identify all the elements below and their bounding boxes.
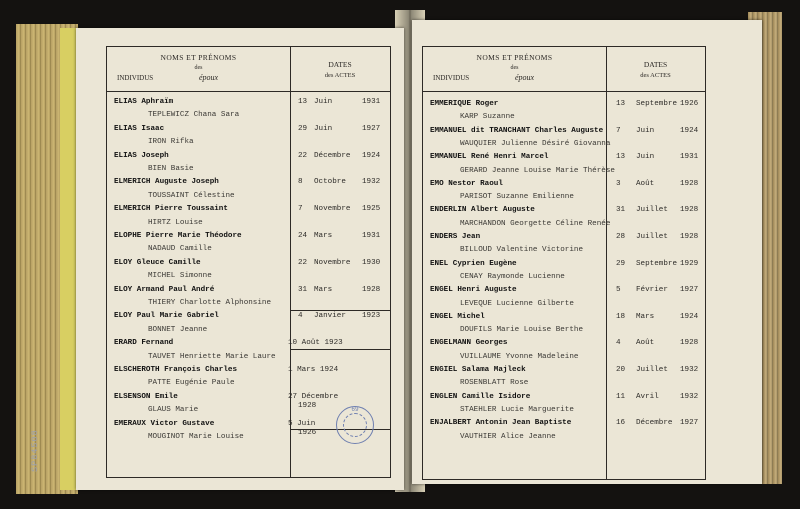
header-individus: INDIVIDUS <box>433 74 470 82</box>
entry-wife-name: THIERY Charlotte Alphonsine <box>148 299 272 307</box>
entry-wife-name: PATTE Eugénie Paule <box>148 379 235 388</box>
entry-date-day: 13 <box>616 100 626 108</box>
header-noms: NOMS ET PRÉNOMS <box>476 53 553 62</box>
entry-date-day: 18 <box>616 312 626 321</box>
entry-husband-name: ENEL Cyprien Eugène <box>430 259 517 268</box>
entry-wife-name: HIRTZ Louise <box>148 218 203 227</box>
entry-date-month: Janvier <box>314 312 346 321</box>
entry-date-day: 22 <box>298 258 308 267</box>
entry-date-month: Août <box>636 179 655 188</box>
entry-date-year: 1927 <box>680 419 699 428</box>
entry-wife-name: LEVEQUE Lucienne Gilberte <box>460 299 574 308</box>
entry-date: 27 Décembre <box>288 392 339 401</box>
entry-date-year: 1928 <box>680 339 699 348</box>
entry-date-year: 1932 <box>680 392 699 401</box>
entry-husband-name: ELOY Armand Paul André <box>114 285 215 294</box>
entry-date-year: 1928 <box>680 206 699 215</box>
entry-date-month: Juillet <box>636 233 668 241</box>
entry-husband-name: ERARD Fernand <box>114 339 174 348</box>
side-number: SP84508 <box>30 429 40 472</box>
entry-date-year: 1931 <box>680 153 699 162</box>
entry-date-year: 1931 <box>362 98 381 106</box>
entry-date-year: 1924 <box>362 151 381 160</box>
entry-wife-name: TAUVET Henriette Marie Laure <box>148 352 276 361</box>
header-individus: INDIVIDUS <box>117 74 154 82</box>
entry-date: 10 Août 1923 <box>288 339 343 348</box>
entry-date-day: 7 <box>298 205 303 214</box>
entry-date-day: 11 <box>616 392 626 401</box>
entry-date-month: Septembre <box>636 259 678 268</box>
entry-wife-name: BIEN Basie <box>148 165 194 173</box>
entry-date-year: 1924 <box>680 312 699 321</box>
entry-date-year: 1923 <box>362 312 381 321</box>
entry-date-year: 1926 <box>298 428 317 437</box>
header-des-actes: des ACTES <box>324 72 356 79</box>
entry-date-year: 1928 <box>362 285 381 294</box>
entry-date-day: 13 <box>616 153 626 162</box>
entry-date-month: Août <box>636 339 655 348</box>
header-divider <box>423 91 705 92</box>
entry-husband-name: ENDERLIN Albert Auguste <box>430 206 535 215</box>
entry-date-day: 31 <box>298 285 308 294</box>
entry-date-month: Juin <box>314 124 333 133</box>
entry-husband-name: EMMANUEL dit TRANCHANT Charles Auguste <box>430 126 604 135</box>
entry-date-month: Septembre <box>636 100 678 108</box>
entry-date-day: 29 <box>616 259 626 268</box>
entry-date-day: 29 <box>298 124 308 133</box>
entry-date-month: Juin <box>314 98 333 106</box>
row-divider <box>290 310 390 311</box>
entry-wife-name: NADAUD Camille <box>148 245 212 254</box>
entry-husband-name: ENDERS Jean <box>430 233 481 241</box>
entry-date-year: 1928 <box>298 401 317 410</box>
entry-date-month: Novembre <box>314 258 351 267</box>
entry-date-year: 1925 <box>362 205 381 214</box>
entry-husband-name: EMMERIQUE Roger <box>430 100 499 108</box>
entry-wife-name: BONNET Jeanne <box>148 325 208 334</box>
entry-date-year: 1927 <box>362 124 381 133</box>
entry-husband-name: ENGIEL Salama Majleck <box>430 366 526 374</box>
header-des: des <box>194 65 203 71</box>
entry-husband-name: EMERAUX Victor Gustave <box>114 419 215 428</box>
column-divider <box>606 47 607 479</box>
entry-husband-name: ENGLEN Camille Isidore <box>430 392 531 401</box>
header-dates: DATES <box>328 60 352 69</box>
entry-date-month: Avril <box>636 392 659 401</box>
entry-husband-name: ELOY Paul Marie Gabriel <box>114 312 219 321</box>
entry-date-day: 4 <box>616 339 621 348</box>
entry-wife-name: MOUGINOT Marie Louise <box>148 433 244 441</box>
entry-date-day: 8 <box>298 178 303 187</box>
entry-wife-name: PARISOT Suzanne Emilienne <box>460 193 574 202</box>
entry-wife-name: CENAY Raymonde Lucienne <box>460 272 565 281</box>
entry-date-day: 20 <box>616 366 626 374</box>
entry-date-month: Novembre <box>314 205 351 214</box>
entry-husband-name: EMO Nestor Raoul <box>430 179 503 188</box>
entry-husband-name: ENJALBERT Antonin Jean Baptiste <box>430 419 572 428</box>
entry-date-year: 1929 <box>680 259 699 268</box>
right-page <box>412 20 762 484</box>
entry-wife-name: TOUSSAINT Célestine <box>148 191 235 200</box>
entry-husband-name: ELOPHE Pierre Marie Théodore <box>114 232 242 240</box>
entry-date-day: 22 <box>298 151 308 160</box>
entry-date-day: 4 <box>298 312 303 321</box>
row-divider <box>290 349 390 350</box>
column-divider <box>290 47 291 477</box>
entry-wife-name: VUILLAUME Yvonne Madeleine <box>460 352 579 361</box>
entry-date-year: 1932 <box>680 366 699 374</box>
entry-date-month: Mars <box>314 232 333 240</box>
entry-date-day: 28 <box>616 233 626 241</box>
entry-husband-name: ELMERICH Pierre Toussaint <box>114 205 228 214</box>
stamp-number: 69 <box>351 406 359 413</box>
entry-husband-name: ELSCHEROTH François Charles <box>114 366 238 374</box>
entry-husband-name: ELIAS Aphraïm <box>114 98 174 106</box>
entry-date-month: Octobre <box>314 178 346 187</box>
entry-date: 5 Juin <box>288 419 316 428</box>
entry-date-month: Juin <box>636 126 655 135</box>
entry-date-year: 1928 <box>680 179 699 188</box>
entry-date-month: Février <box>636 286 668 295</box>
entry-date-day: 24 <box>298 232 308 240</box>
entry-date-year: 1924 <box>680 126 699 135</box>
entry-date: 1 Mars 1924 <box>288 366 339 374</box>
entry-date-day: 3 <box>616 179 621 188</box>
entry-date-day: 16 <box>616 419 626 428</box>
entry-wife-name: GERARD Jeanne Louise Marie Thérèse <box>460 166 615 175</box>
entry-husband-name: ENGELMANN Georges <box>430 339 508 348</box>
entry-wife-name: ROSENBLATT Rose <box>460 379 529 388</box>
entry-date-month: Mars <box>314 285 333 294</box>
entry-date-year: 1927 <box>680 286 699 295</box>
entry-wife-name: STAEHLER Lucie Marguerite <box>460 405 574 414</box>
entry-date-month: Juillet <box>636 366 668 374</box>
entry-husband-name: ELOY Gleuce Camille <box>114 258 201 267</box>
entry-husband-name: ELSENSON Emile <box>114 392 178 401</box>
entry-husband-name: ELMERICH Auguste Joseph <box>114 178 219 187</box>
entry-date-year: 1930 <box>362 258 381 267</box>
header-epoux: époux <box>199 73 219 82</box>
entry-husband-name: ELIAS Isaac <box>114 124 165 133</box>
header-des-actes: des ACTES <box>640 72 671 79</box>
entry-date-year: 1928 <box>680 233 699 241</box>
header-epoux: époux <box>515 73 535 82</box>
header-des: des <box>510 65 519 71</box>
entry-wife-name: IRON Rifka <box>148 138 194 147</box>
entry-date-year: 1932 <box>362 178 381 187</box>
entry-date-day: 7 <box>616 126 621 135</box>
entry-wife-name: MARCHANDON Georgette Céline Renée <box>460 219 611 228</box>
entry-wife-name: VAUTHIER Alice Jeanne <box>460 432 556 441</box>
entry-husband-name: EMMANUEL René Henri Marcel <box>430 153 549 162</box>
entry-date-year: 1926 <box>680 100 699 108</box>
entry-date-month: Mars <box>636 312 655 321</box>
entry-husband-name: ELIAS Joseph <box>114 151 169 160</box>
entry-date-month: Juillet <box>636 206 668 215</box>
entry-date-day: 31 <box>616 206 626 215</box>
entry-wife-name: DOUFILS Marie Louise Berthe <box>460 326 584 335</box>
header-divider <box>107 91 390 92</box>
entry-date-day: 13 <box>298 98 308 106</box>
entry-date-month: Juin <box>636 153 655 162</box>
entry-date-month: Décembre <box>314 151 351 160</box>
entry-wife-name: GLAUS Marie <box>148 406 199 415</box>
entry-date-day: 5 <box>616 286 621 295</box>
header-dates: DATES <box>643 60 668 69</box>
entry-husband-name: ENGEL Henri Auguste <box>430 286 517 295</box>
entry-wife-name: MICHEL Simonne <box>148 272 212 281</box>
entry-wife-name: WAUQUIER Julienne Désiré Giovanna <box>460 139 611 148</box>
entry-date-month: Décembre <box>636 419 673 428</box>
entry-husband-name: ENGEL Michel <box>430 312 485 321</box>
header-noms: NOMS ET PRÉNOMS <box>160 53 237 62</box>
entry-date-year: 1931 <box>362 232 381 240</box>
entry-wife-name: BILLOUD Valentine Victorine <box>460 246 584 255</box>
entry-wife-name: KARP Suzanne <box>460 113 515 122</box>
entry-wife-name: TEPLEWICZ Chana Sara <box>148 111 240 120</box>
